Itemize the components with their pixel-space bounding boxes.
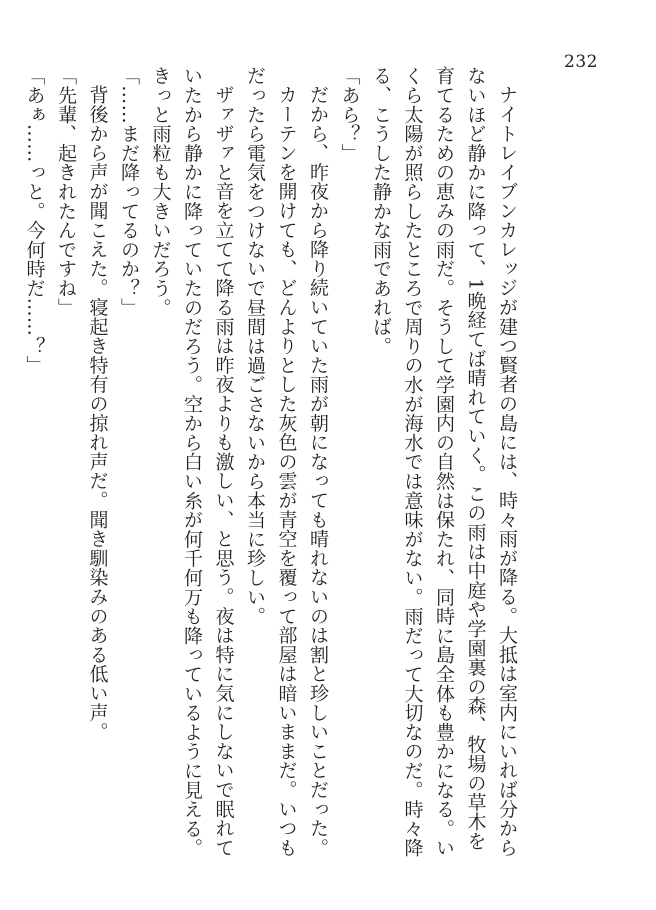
paragraph-narration-1: ナイトレイブンカレッジが建つ賢者の島には、時々雨が降る。大抵は室内にいれば分からないほど静かに降って、1晩経てば晴れていく。この雨は中庭や学園裏の森、牧場の草木を育てるための恵みの雨だ。そうして学園内の自然は保たれ、同時に島全体も豊かになる。いくら太陽が照らしたところで周りの水が海水では意味がない。雨だって大切なのだ。時々降る、こうした静かな雨であれば。 bbox=[370, 66, 518, 858]
paragraph-dialogue-1: 「あら？」 bbox=[338, 66, 361, 163]
novel-text-column bbox=[18, 66, 522, 866]
paragraph-dialogue-2: 「……まだ降ってるのか？」 bbox=[118, 66, 140, 317]
paragraph-narration-5: 背後から声が聞こえた。寝起き特有の掠れ声だ。聞き馴染みのある低い声。 bbox=[86, 85, 109, 742]
paragraph-narration-4: ザァザァと音を立てて降る雨は昨夜よりも激しい、と思う。夜は特に気にしないで眠れていたから静かに降っていたのだろう。空から白い糸が何千何万も降っているように見える。きっと雨粒も大きいだろう。 bbox=[149, 66, 235, 858]
page-number: 232 bbox=[564, 52, 598, 72]
paragraph-dialogue-3: 「先輩、起きれたんですね」 bbox=[55, 66, 77, 317]
paragraph-narration-2: だから、昨夜から降り続いていた雨が朝になっても晴れないのは割と珍しいことだった。 bbox=[307, 85, 329, 857]
paragraph-narration-3: カーテンを開けても、どんよりとした灰色の雲が青空を覆って部屋は暗いままだ。いつもだったら電気をつけないで昼間は過ごさないから本当に珍しい。 bbox=[244, 66, 298, 857]
paragraph-dialogue-4: 「あぁ……っと。今何時だ……？」 bbox=[23, 66, 46, 375]
